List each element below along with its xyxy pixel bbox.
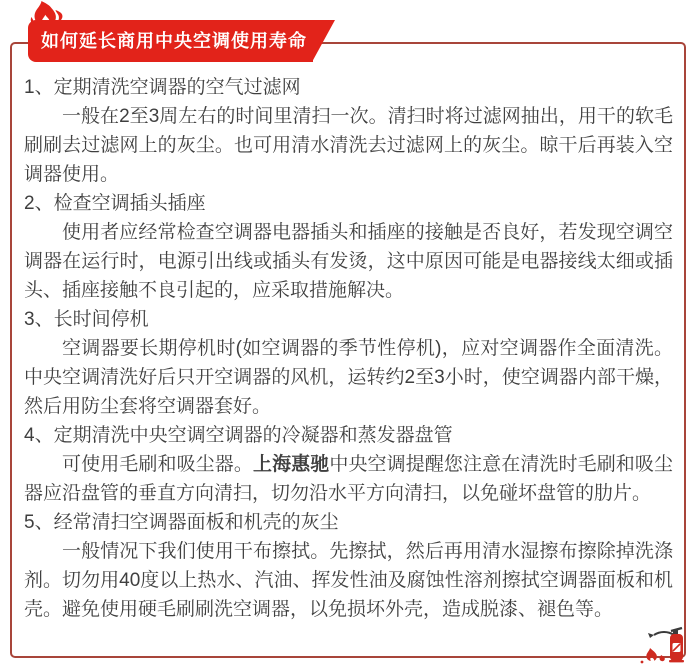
sections-container xyxy=(24,73,673,624)
section-paragraph-1 xyxy=(24,102,673,189)
section-paragraph-3 xyxy=(24,334,673,421)
section-heading-4: 4、定期清洗中央空调空调器的冷凝器和蒸发器盘管 xyxy=(24,425,453,446)
section-heading-1: 1、定期清洗空调器的空气过滤网 xyxy=(24,77,301,98)
section-heading-2: 2、检查空调插头插座 xyxy=(24,193,206,214)
paragraph-text: 中央空调提醒您注意在清洗时毛刷和吸尘器应沿盘管的垂直方向清扫，切勿沿水平方向清扫，以免碰坏盘管的肋片。 xyxy=(24,454,673,504)
section-heading-3: 3、长时间停机 xyxy=(24,309,149,330)
section-heading-5: 5、经常清扫空调器面板和机壳的灰尘 xyxy=(24,512,339,533)
paragraph-text: 可使用毛刷和吸尘器。 xyxy=(62,454,253,475)
page-title: 如何延长商用中央空调使用寿命 xyxy=(41,31,307,51)
paragraph-text: 空调器要长期停机时(如空调器的季节性停机)，应对空调器作全面清洗。中央空调清洗好后只开空调器的风机，运转约2至3小时，使空调器内部干燥，然后用防尘套将空调器套好。 xyxy=(24,338,673,417)
article-body xyxy=(24,73,673,624)
section-paragraph-2 xyxy=(24,218,673,305)
title-banner xyxy=(28,20,313,62)
section-paragraph-4 xyxy=(24,450,673,508)
paragraph-text: 一般情况下我们使用干布擦拭。先擦拭，然后再用清水湿擦布擦除掉洗涤剂。切勿用40度以上热水、汽油、挥发性油及腐蚀性溶剂擦拭空调器面板和机壳。避免使用硬毛刷刷洗空调器，以免损坏外壳，造成脱漆、褪色等。 xyxy=(24,541,673,620)
paragraph-text: 一般在2至3周左右的时间里清扫一次。清扫时将过滤网抽出，用干的软毛刷刷去过滤网上的灰尘。也可用清水清洗去过滤网上的灰尘。晾干后再装入空调器使用。 xyxy=(24,106,673,185)
fire-extinguisher-icon xyxy=(630,622,690,666)
section-paragraph-5 xyxy=(24,537,673,624)
brand-name-bold: 上海惠驰 xyxy=(252,454,330,475)
paragraph-text: 使用者应经常检查空调器电器插头和插座的接触是否良好，若发现空调空调器在运行时，电源引出线或插头有发烫，这中原因可能是电器接线太细或插头、插座接触不良引起的，应采取措施解决。 xyxy=(24,222,673,301)
